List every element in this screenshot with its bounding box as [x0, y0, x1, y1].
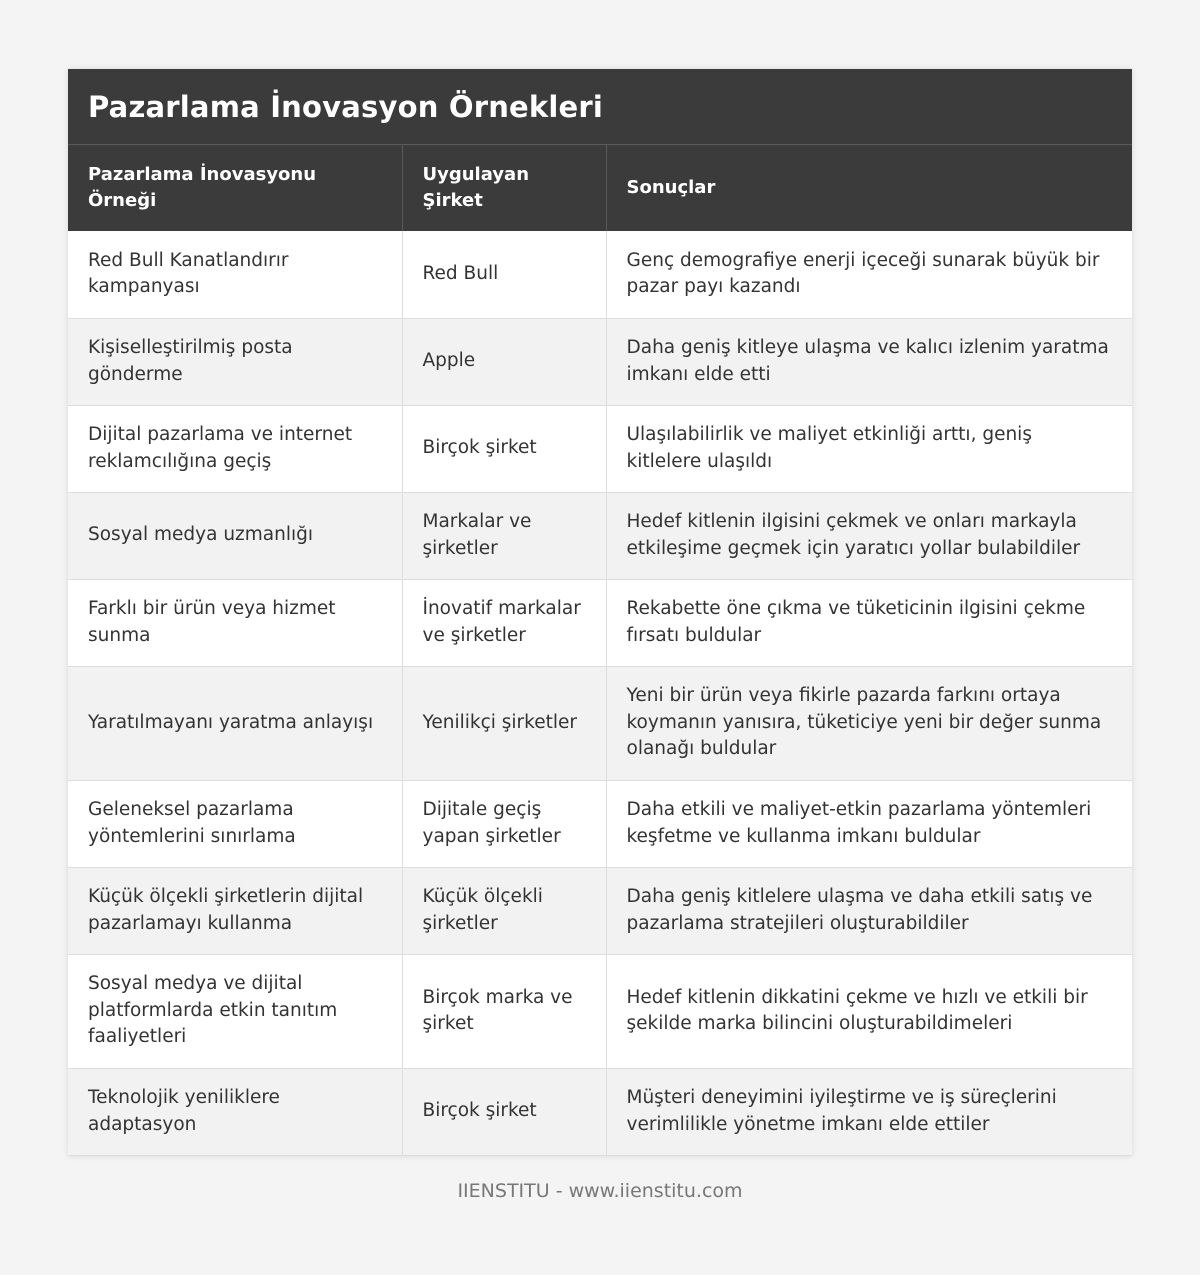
cell-results: Genç demografiye enerji içeceği sunarak büyük bir pazar payı kazandı	[606, 231, 1132, 318]
cell-example: Dijital pazarlama ve internet reklamcılığına geçiş	[68, 405, 402, 492]
cell-results: Daha geniş kitleye ulaşma ve kalıcı izlenim yaratma imkanı elde etti	[606, 318, 1132, 405]
column-header-example: Pazarlama İnovasyonu Örneği	[68, 145, 402, 231]
cell-company: Dijitale geçiş yapan şirketler	[402, 780, 606, 867]
footer-credit: IIENSTITU - www.iienstitu.com	[457, 1180, 743, 1202]
cell-company: Birçok şirket	[402, 405, 606, 492]
column-header-company: Uygulayan Şirket	[402, 145, 606, 231]
cell-example: Farklı bir ürün veya hizmet sunma	[68, 579, 402, 666]
cell-results: Ulaşılabilirlik ve maliyet etkinliği arttı, geniş kitlelere ulaşıldı	[606, 405, 1132, 492]
table-row	[68, 954, 1132, 1068]
cell-example: Yaratılmayanı yaratma anlayışı	[68, 666, 402, 780]
cell-company: Birçok marka ve şirket	[402, 954, 606, 1068]
header-row	[68, 145, 1132, 231]
innovation-table	[68, 145, 1132, 1156]
cell-results: Müşteri deneyimini iyileştirme ve iş süreçlerini verimlilikle yönetme imkanı elde ettiler	[606, 1068, 1132, 1155]
cell-results: Hedef kitlenin dikkatini çekme ve hızlı ve etkili bir şekilde marka bilincini oluşturabildimeleri	[606, 954, 1132, 1068]
cell-company: Markalar ve şirketler	[402, 492, 606, 579]
cell-example: Sosyal medya uzmanlığı	[68, 492, 402, 579]
title-bar	[68, 69, 1132, 145]
cell-results: Daha geniş kitlelere ulaşma ve daha etkili satış ve pazarlama stratejileri oluşturabildiler	[606, 867, 1132, 954]
cell-example: Küçük ölçekli şirketlerin dijital pazarlamayı kullanma	[68, 867, 402, 954]
cell-company: İnovatif markalar ve şirketler	[402, 579, 606, 666]
table-row	[68, 231, 1132, 318]
table-row	[68, 492, 1132, 579]
cell-company: Birçok şirket	[402, 1068, 606, 1155]
table-card	[68, 69, 1132, 1156]
cell-results: Daha etkili ve maliyet-etkin pazarlama yöntemleri keşfetme ve kullanma imkanı buldular	[606, 780, 1132, 867]
cell-example: Sosyal medya ve dijital platformlarda etkin tanıtım faaliyetleri	[68, 954, 402, 1068]
cell-example: Kişiselleştirilmiş posta gönderme	[68, 318, 402, 405]
cell-example: Geleneksel pazarlama yöntemlerini sınırlama	[68, 780, 402, 867]
table-row	[68, 318, 1132, 405]
cell-company: Red Bull	[402, 231, 606, 318]
cell-results: Yeni bir ürün veya fikirle pazarda farkını ortaya koymanın yanısıra, tüketiciye yeni bir değer sunma olanağı buldular	[606, 666, 1132, 780]
cell-company: Yenilikçi şirketler	[402, 666, 606, 780]
cell-example: Red Bull Kanatlandırır kampanyası	[68, 231, 402, 318]
table-row	[68, 666, 1132, 780]
table-row	[68, 780, 1132, 867]
column-header-results: Sonuçlar	[606, 145, 1132, 231]
table-row	[68, 1068, 1132, 1155]
table-title: Pazarlama İnovasyon Örnekleri	[88, 89, 604, 124]
cell-company: Apple	[402, 318, 606, 405]
table-row	[68, 579, 1132, 666]
cell-example: Teknolojik yeniliklere adaptasyon	[68, 1068, 402, 1155]
table-row	[68, 867, 1132, 954]
table-row	[68, 405, 1132, 492]
cell-results: Hedef kitlenin ilgisini çekmek ve onları markayla etkileşime geçmek için yaratıcı yollar bulabildiler	[606, 492, 1132, 579]
cell-company: Küçük ölçekli şirketler	[402, 867, 606, 954]
cell-results: Rekabette öne çıkma ve tüketicinin ilgisini çekme fırsatı buldular	[606, 579, 1132, 666]
